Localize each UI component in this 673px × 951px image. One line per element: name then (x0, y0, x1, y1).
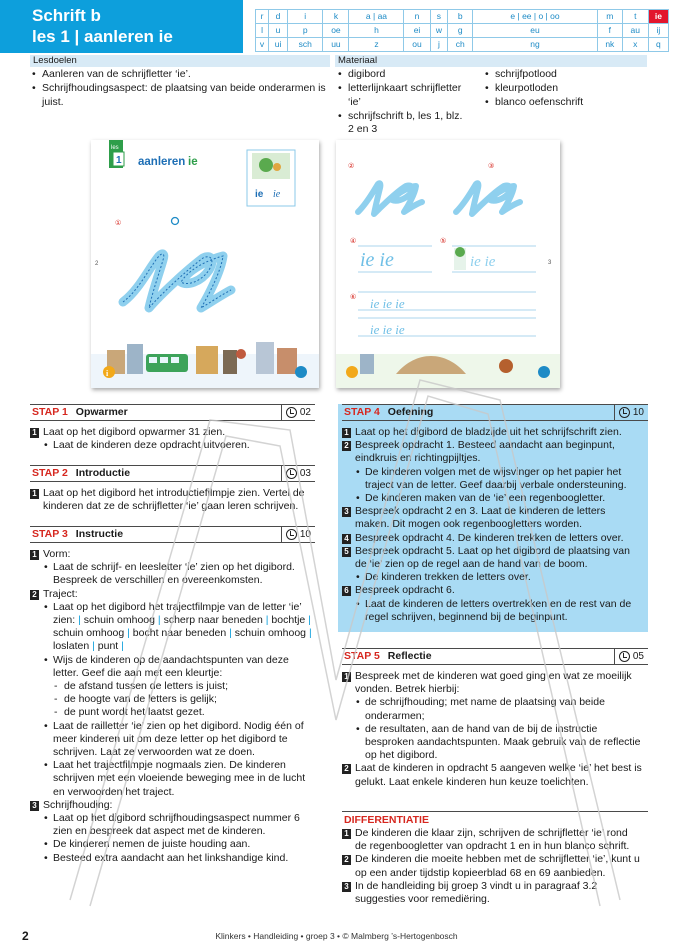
letter-cell: oe (323, 24, 349, 38)
step2-header (30, 465, 315, 482)
step4-header (342, 404, 648, 421)
letter-cell: a | aa (349, 10, 404, 24)
letter-cell: n (404, 10, 430, 24)
step3-body: 1 Vorm: • Laat de schrijf- en leesletter ‘ie’ zien op het digibord. Bespreek de verschillen en overeenkomsten. 2 Traject: • Laat op het digibord het trajectfilmpje van de letter ‘ie’ zien: | schuin omhoog | scherp naar beneden | bochtje | schuin omhoog | bocht naar beneden | schuin omhoog | loslaten | punt | • Wijs de kinderen op de aandachtspunten van deze letter. Geef die aan met een kleurtje: - de afstand tussen de letters is juist; - de hoogte van de letters is gelijk; - de punt wordt het laatst gezet. • Laat de railletter ‘ie’ zien op het digibord. Nodig één of meer kinderen uit om deze letter op het digibord te schrijven. Laat ze verwoorden wat ze doen. • Laat het trajectfilmpje nogmaals zien. De kinderen schrijven met een vloeiende beweging mee in de lucht en verwoorden het traject. 3 Schrijfhouding: • Laat op het digibord schrijfhoudingsaspect nummer 6 zien en bespreek dat aspect met de kinderen. • De kinderen nemen de juiste houding aan. • Besteed extra aandacht aan het linkshandige kind. (30, 548, 315, 865)
step5-name: Reflectie (387, 650, 432, 662)
step3-name: Instructie (75, 528, 124, 540)
exercise-marker-6: ⑥ (350, 293, 357, 301)
letter-cell: u (269, 24, 288, 38)
material-item: • blanco oefenschrift (483, 96, 648, 110)
letter-cell: m (597, 10, 622, 24)
letter-cell: t (622, 10, 648, 24)
letter-cell: d (269, 10, 288, 24)
step5-number: STAP 5 (344, 650, 380, 662)
worksheet-page-2 (91, 140, 319, 388)
letter-cell: w (430, 24, 448, 38)
letter-cell: q (648, 38, 668, 52)
letter-cell: nk (597, 38, 622, 52)
letter-cell: k (323, 10, 349, 24)
goals-list (30, 68, 330, 110)
svg-text:ie ie ie: ie ie ie (370, 322, 405, 337)
letter-cell: f (597, 24, 622, 38)
clock-icon (286, 529, 297, 540)
step5-duration: 05 (614, 648, 648, 665)
step2-duration: 03 (281, 465, 315, 482)
letter-cell: ie (648, 10, 668, 24)
step5-body: 1 Bespreek met de kinderen wat goed ging en wat ze moeilijk vonden. Betrek hierbij: • de schrijfhouding; met name de plaatsing van beide onderarmen; • de resultaten, aan de hand van de bij de instructie besproken aandachtspunten. Maak gebruik van de reflectie op het digibord. 2 Laat de kinderen in opdracht 5 aangeven welke ‘ie’ het best is gelukt. Laat enkele kinderen hun keuze toelichten. (342, 670, 642, 789)
letter-cell: r (256, 10, 269, 24)
letter-cell: p (288, 24, 323, 38)
lesson-badge: les (111, 145, 119, 151)
letter-cell: z (349, 38, 404, 52)
letter-row (256, 10, 669, 24)
letter-cell: ui (269, 38, 288, 52)
step3-duration: 10 (281, 526, 315, 543)
svg-text:ie ie ie: ie ie ie (370, 296, 405, 311)
letter-cell: b (448, 10, 473, 24)
letter-cell: v (256, 38, 269, 52)
step1-duration: 02 (281, 404, 315, 421)
traject-line: • Laat op het digibord het trajectfilmpje van de letter ‘ie’ zien: | schuin omhoog | scherp naar beneden | bochtje | schuin omhoog | bocht naar beneden | schuin omhoog | loslaten | punt | (30, 601, 315, 654)
step1-number: STAP 1 (32, 406, 68, 418)
lesson-title: Schrift b (32, 6, 101, 25)
lesson-title-block (0, 0, 243, 53)
worksheet-page-3 (336, 140, 560, 388)
letter-cell: s (430, 10, 448, 24)
letter-cell: j (430, 38, 448, 52)
step2-body: 1 Laat op het digibord het introductiefilmpje zien. Vertel de kinderen dat ze de schrijfletter ‘ie’ gaan leren schrijven. (30, 487, 315, 513)
material-item: • schrijfpotlood (483, 68, 648, 82)
lesson-badge-number: 1 (116, 155, 122, 166)
step4-number: STAP 4 (344, 406, 380, 418)
materiaal-label: Materiaal (335, 55, 647, 67)
letter-cell: sch (288, 38, 323, 52)
step4-duration: 10 (614, 404, 648, 421)
side-number: 3 (548, 260, 552, 266)
letter-row (256, 38, 669, 52)
letter-cell: eu (473, 24, 598, 38)
step3-number: STAP 3 (32, 528, 68, 540)
letter-cell: ng (473, 38, 598, 52)
svg-text:ie ie: ie ie (470, 254, 496, 270)
letter-cell: ij (648, 24, 668, 38)
differentiatie-header: DIFFERENTIATIE (342, 811, 648, 827)
material-item: • schrijfschrift b, les 1, blz. 2 en 3 (336, 110, 471, 138)
clock-icon (619, 407, 630, 418)
letter-cell: x (622, 38, 648, 52)
clock-icon (286, 468, 297, 479)
clock-icon (286, 407, 297, 418)
letter-cell: ei (404, 24, 430, 38)
step5-header (342, 648, 648, 665)
letter-cell: i (288, 10, 323, 24)
letter-cell: ou (404, 38, 430, 52)
material-item: • digibord (336, 68, 471, 82)
letter-cell: e | ee | o | oo (473, 10, 598, 24)
footer-credit: Klinkers • Handleiding • groep 3 • © Malmberg ’s-Hertogenbosch (215, 931, 458, 941)
letter-cell: au (622, 24, 648, 38)
goal-item: • Aanleren van de schrijfletter ‘ie’. (30, 68, 330, 82)
exercise-marker-3: ③ (488, 162, 495, 170)
sheet-title-word: aanleren (138, 156, 186, 168)
step1-name: Opwarmer (75, 406, 128, 418)
step4-name: Oefening (387, 406, 434, 418)
lesdoelen-label: Lesdoelen (30, 55, 330, 67)
step1-body: 1 Laat op het digibord opwarmer 31 zien. • Laat de kinderen deze opdracht uitvoeren. (30, 426, 315, 452)
step2-number: STAP 2 (32, 467, 68, 479)
lesson-subtitle: les 1 | aanleren ie (32, 27, 173, 46)
svg-text:ie ie: ie ie (360, 249, 394, 271)
svg-text:i: i (106, 369, 109, 378)
letter-cell: l (256, 24, 269, 38)
step4-body: 1 Laat op het digibord de bladzijde uit het schrijfschrift zien. 2 Bespreek opdracht 1. Besteed aandacht aan beginpunt, eindkruis en richtingpijltjes. • De kinderen volgen met de wijsvinger op het papier het traject van de letter. Geef daarbij verbale ondersteuning. • De kinderen maken van de ‘ie’ een regenboogletter. 3 Bespreek opdracht 2 en 3. Laat de kinderen de letters maken. Dit mogen ook regenboogletters worden. 4 Bespreek opdracht 4. De kinderen trekken de letters over. 5 Bespreek opdracht 5. Laat op het digibord de plaatsing van de ‘ie’ zien op de regel aan de hand van de boom. • De kinderen trekken de letters over. 6 Bespreek opdracht 6. • Laat de kinderen de letters overtrekken en de rest van de regel schrijven, beginnend bij de beginpunt. (342, 426, 642, 624)
letter-overview-table (255, 9, 669, 52)
print-letter: ie (255, 189, 264, 200)
exercise-marker-1: ① (115, 219, 122, 227)
exercise-marker-2: ② (348, 162, 355, 170)
letter-cell: h (349, 24, 404, 38)
script-letter: ie (273, 189, 281, 200)
worksheet-page-2-art (91, 140, 319, 388)
material-item: • letterlijnkaart schrijfletter ‘ie’ (336, 82, 471, 110)
clock-icon (619, 651, 630, 662)
exercise-marker-4: ④ (350, 237, 357, 245)
materials-list (336, 68, 471, 137)
page-number: 2 (22, 929, 29, 943)
letter-cell: ch (448, 38, 473, 52)
material-item: • kleurpotloden (483, 82, 648, 96)
exercise-marker-5: ⑤ (440, 237, 447, 245)
goal-item: • Schrijfhoudingsaspect: de plaatsing van beide onderarmen is juist. (30, 82, 330, 110)
letter-cell: g (448, 24, 473, 38)
materials-list-2 (483, 68, 648, 110)
sheet-title-letter: ie (188, 156, 198, 168)
letter-row (256, 24, 669, 38)
step3-header (30, 526, 315, 543)
step2-name: Introductie (75, 467, 131, 479)
worksheet-page-3-art (336, 140, 560, 388)
step1-header (30, 404, 315, 421)
side-number: 2 (95, 261, 99, 267)
letter-cell: uu (323, 38, 349, 52)
differentiatie-body: 1 De kinderen die klaar zijn, schrijven de schrijfletter ‘ie’ rond de regenboogletter van opdracht 1 en in hun blanco schrift. 2 De kinderen die moeite hebben met de schrijfletter ‘ie’, kunt u op een ander tijdstip kopieerblad 68 en 69 aanbieden. 3 In de handleiding bij groep 3 vindt u in paragraaf 3.2 suggesties voor remediëring. (342, 827, 642, 906)
